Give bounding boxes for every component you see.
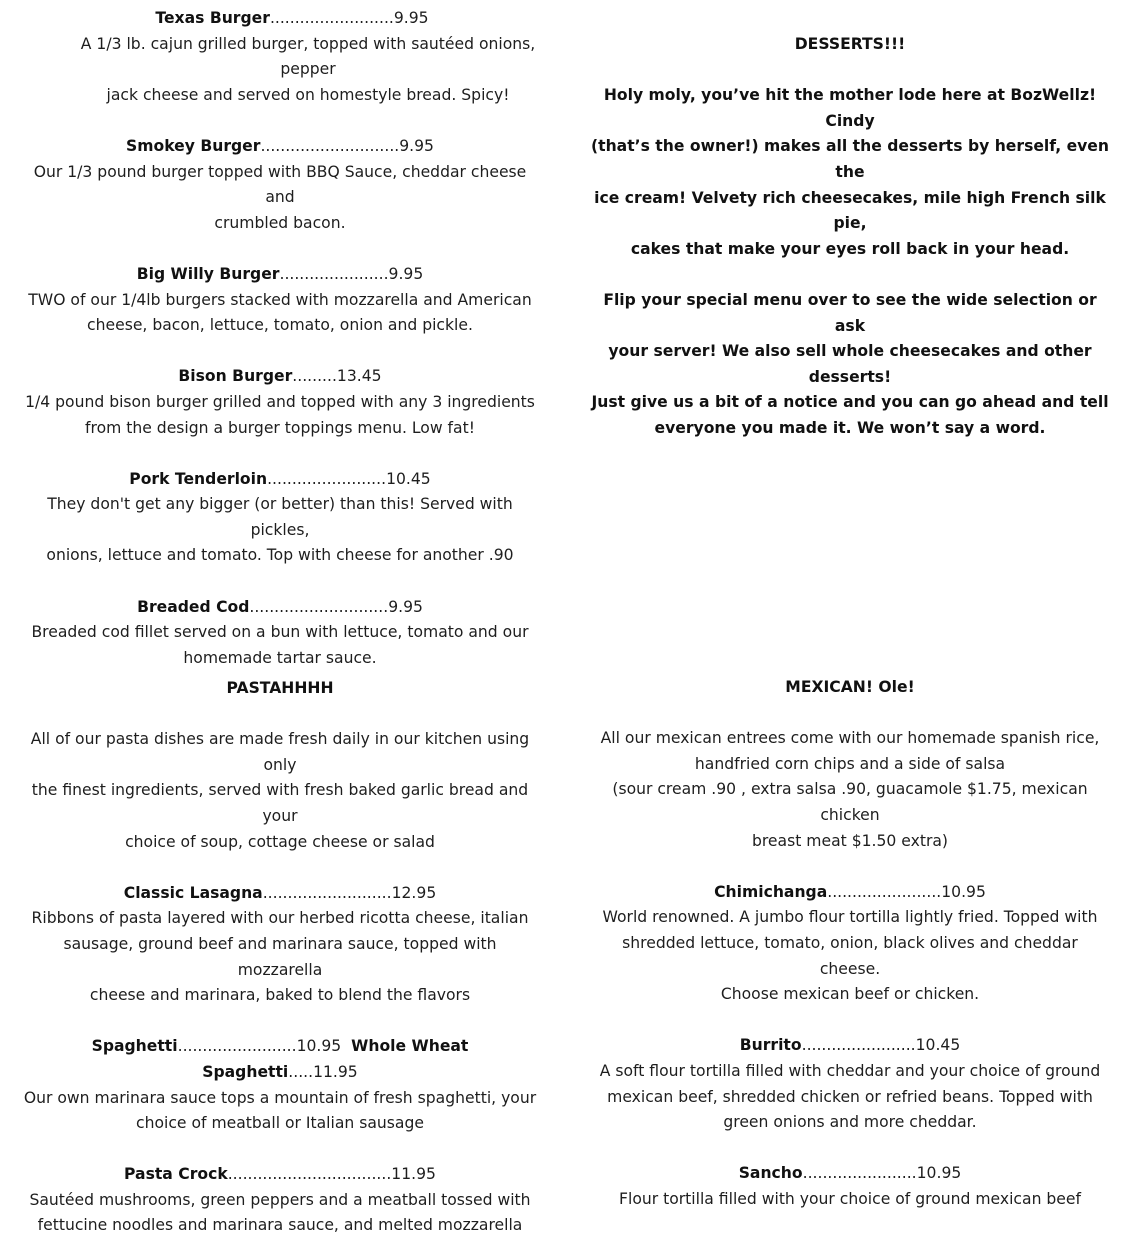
item-description: TWO of our 1/4lb burgers stacked with mozzarella and American <box>28 290 532 309</box>
intro-line: All of our pasta dishes are made fresh daily in our kitchen using only <box>30 730 530 774</box>
item-leader: ....................... <box>802 1164 917 1183</box>
item-name: Breaded Cod <box>137 597 250 616</box>
paragraph-line: Flip your special menu over to see the wide selection or ask <box>603 290 1097 335</box>
item-price: 9.95 <box>388 264 424 283</box>
item-leader: ................................. <box>227 1165 392 1184</box>
item-description: jack cheese and served on homestyle bread. Spicy! <box>106 85 510 104</box>
item-name: Spaghetti <box>91 1037 178 1056</box>
item-description: homemade tartar sauce. <box>183 648 377 667</box>
item-name: Burrito <box>739 1036 802 1055</box>
item-title-line <box>20 595 540 621</box>
item-description: Flour tortilla filled with your choice of ground mexican beef <box>619 1189 1081 1208</box>
menu-item <box>590 1033 1110 1135</box>
desserts-paragraph <box>590 83 1110 262</box>
menu-item <box>20 1162 540 1239</box>
item-leader: .......................... <box>262 883 392 902</box>
item-name: Classic Lasagna <box>123 883 263 902</box>
paragraph-line: everyone you made it. We won’t say a word. <box>654 418 1046 437</box>
item-description: Ribbons of pasta layered with our herbed ricotta cheese, italian <box>31 909 529 928</box>
item-price: 10.95 <box>941 882 986 901</box>
item-name: Chimichanga <box>714 882 828 901</box>
paragraph-line: (that’s the owner!) makes all the desserts by herself, even the <box>591 137 1109 181</box>
item-leader: ........................ <box>177 1037 297 1056</box>
item-description: Choose mexican beef or chicken. <box>720 985 980 1004</box>
paragraph-line: Holy moly, you’ve hit the mother lode here at BozWellz! Cindy <box>603 86 1097 130</box>
item-description: A soft flour tortilla filled with cheddar and your choice of ground <box>599 1061 1101 1080</box>
desserts-paragraph <box>590 288 1110 442</box>
intro-line: choice of soup, cottage cheese or salad <box>125 832 435 851</box>
desserts-section <box>590 32 1110 442</box>
item-name: Big Willy Burger <box>136 264 280 283</box>
item-title-line <box>20 881 540 907</box>
section-title-text: PASTAHHHH <box>226 679 334 697</box>
item-description: mexican beef, shredded chicken or refried beans. Topped with <box>607 1087 1093 1106</box>
section-title-text: MEXICAN! Ole! <box>785 678 915 696</box>
item-leader: ..... <box>288 1062 314 1081</box>
item-price: 10.45 <box>386 469 431 488</box>
menu-item <box>20 6 540 108</box>
item-title-line <box>590 880 1110 906</box>
paragraph-line: Just give us a bit of a notice and you can go ahead and tell <box>591 393 1109 412</box>
item-description: sausage, ground beef and marinara sauce, topped with mozzarella <box>63 934 497 979</box>
intro-line: the finest ingredients, served with fresh baked garlic bread and your <box>31 781 529 825</box>
item-name: Pasta Crock <box>124 1165 228 1184</box>
item-leader: ........................ <box>267 469 387 488</box>
item-price: 11.95 <box>391 1165 436 1184</box>
item-price: 9.95 <box>388 597 423 616</box>
item-name: Whole Wheat Spaghetti <box>202 1037 469 1081</box>
item-name: Sancho <box>738 1164 803 1183</box>
intro-line: All our mexican entrees come with our homemade spanish rice, <box>600 729 1100 748</box>
paragraph-line: your server! We also sell whole cheesecakes and other desserts! <box>608 342 1092 386</box>
item-title-line <box>20 1162 540 1188</box>
item-price: 9.95 <box>393 9 429 27</box>
item-leader: ...................... <box>279 264 389 283</box>
menu-item <box>20 881 540 1009</box>
paragraph-line: ice cream! Velvety rich cheesecakes, mile high French silk pie, <box>594 188 1106 233</box>
item-description: Our 1/3 pound burger topped with BBQ Sauce, cheddar cheese and <box>33 162 527 207</box>
intro-line: breast meat $1.50 extra) <box>751 831 949 850</box>
item-name: Texas Burger <box>155 9 270 27</box>
item-description: from the design a burger toppings menu. Low fat! <box>85 418 475 437</box>
menu-item <box>20 595 540 672</box>
item-leader: ............................ <box>249 597 389 616</box>
item-price: 10.95 <box>916 1164 962 1183</box>
item-name: Pork Tenderloin <box>129 469 268 488</box>
item-title-line <box>20 467 540 493</box>
menu-item <box>20 364 540 441</box>
item-price: 10.45 <box>915 1036 961 1055</box>
section-intro <box>20 727 540 855</box>
section-title: DESSERTS!!! <box>794 35 906 53</box>
item-description: World renowned. A jumbo flour tortilla lightly fried. Topped with <box>602 908 1098 927</box>
item-description: fettucine noodles and marinara sauce, and melted mozzarella <box>37 1216 523 1235</box>
item-description: A 1/3 lb. cajun grilled burger, topped with sautéed onions, pepper <box>80 34 536 79</box>
item-title-line <box>20 364 540 390</box>
item-title-line <box>20 6 540 32</box>
mexican-section <box>590 675 1110 1212</box>
item-description: Sautéed mushrooms, green peppers and a meatball tossed with <box>29 1190 531 1209</box>
item-leader: ....................... <box>801 1036 916 1055</box>
item-description: They don't get any bigger (or better) than this! Served with pickles, <box>47 495 513 539</box>
item-description: green onions and more cheddar. <box>723 1113 977 1132</box>
item-price: 10.95 <box>296 1037 342 1056</box>
burgers-section <box>20 6 540 671</box>
item-price: 13.45 <box>336 367 382 386</box>
item-description: cheese, bacon, lettuce, tomato, onion and pickle. <box>87 316 473 335</box>
item-description: Breaded cod fillet served on a bun with lettuce, tomato and our <box>31 623 529 642</box>
item-description: shredded lettuce, tomato, onion, black olives and cheddar cheese. <box>622 933 1078 978</box>
menu-item <box>20 467 540 569</box>
item-description: crumbled bacon. <box>214 213 346 232</box>
menu-item <box>20 134 540 236</box>
item-leader: ......... <box>292 367 337 386</box>
menu-item <box>20 262 540 339</box>
item-name: Smokey Burger <box>126 136 261 155</box>
menu-item <box>590 1161 1110 1212</box>
item-leader: ............................ <box>260 136 400 155</box>
paragraph-line: cakes that make your eyes roll back in your head. <box>630 239 1070 258</box>
section-title <box>590 675 1110 701</box>
item-description: choice of meatball or Italian sausage <box>136 1114 424 1133</box>
section-title <box>20 676 540 702</box>
item-leader: ......................... <box>269 9 394 27</box>
item-description: Our own marinara sauce tops a mountain of fresh spaghetti, your <box>23 1088 537 1107</box>
item-title-line <box>20 262 540 288</box>
menu-item <box>590 880 1110 1008</box>
item-title-line <box>590 1033 1110 1059</box>
item-leader: ....................... <box>827 882 942 901</box>
item-title-line <box>20 134 540 160</box>
item-title-line <box>20 1034 540 1085</box>
menu-item <box>20 1034 540 1136</box>
section-intro <box>590 726 1110 854</box>
item-description: onions, lettuce and tomato. Top with cheese for another .90 <box>46 546 514 565</box>
item-description: cheese and marinara, baked to blend the flavors <box>89 986 471 1005</box>
item-name: Bison Burger <box>178 367 293 386</box>
item-price: 11.95 <box>313 1062 358 1081</box>
item-title-line <box>590 1161 1110 1187</box>
item-description: 1/4 pound bison burger grilled and topped with any 3 ingredients <box>25 392 535 411</box>
pasta-section <box>20 676 540 1239</box>
item-price: 12.95 <box>391 883 437 902</box>
intro-line: handfried corn chips and a side of salsa <box>694 754 1006 773</box>
intro-line: (sour cream .90 , extra salsa .90, guacamole $1.75, mexican chicken <box>612 780 1088 824</box>
item-price: 9.95 <box>399 136 434 155</box>
